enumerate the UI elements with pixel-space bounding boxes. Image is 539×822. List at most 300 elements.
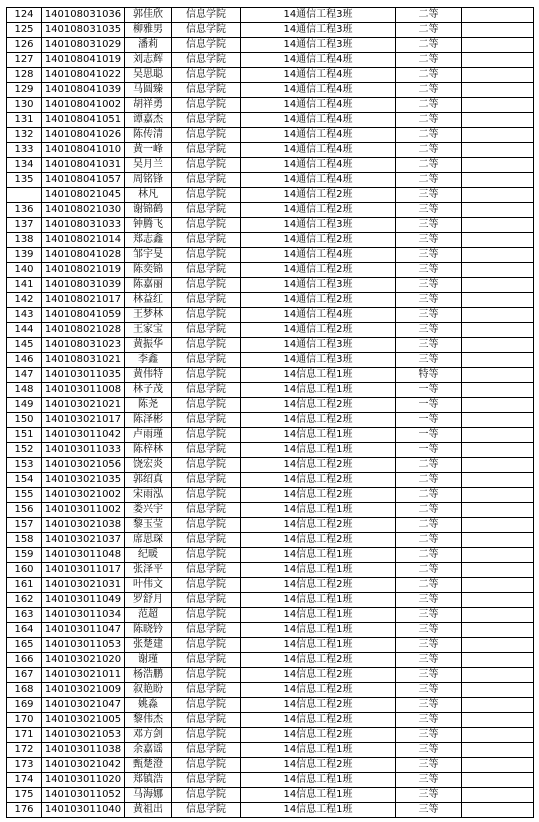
row-number-cell: 135 — [7, 173, 42, 188]
row-number-cell: 138 — [7, 233, 42, 248]
empty-cell — [462, 728, 534, 743]
table-row — [7, 503, 534, 518]
student-name-cell: 饶宏炎 — [125, 458, 172, 473]
row-number-cell: 140 — [7, 263, 42, 278]
award-level-cell: 二等 — [396, 98, 462, 113]
row-number-cell: 137 — [7, 218, 42, 233]
department-cell: 信息学院 — [172, 158, 241, 173]
row-number-cell: 124 — [7, 8, 42, 23]
table-row — [7, 668, 534, 683]
row-number-cell: 159 — [7, 548, 42, 563]
class-cell: 14通信工程4班 — [241, 113, 396, 128]
student-name-cell: 黄一峰 — [125, 143, 172, 158]
award-level-cell: 二等 — [396, 53, 462, 68]
empty-cell — [462, 38, 534, 53]
department-cell: 信息学院 — [172, 323, 241, 338]
class-cell: 14通信工程3班 — [241, 8, 396, 23]
award-level-cell: 二等 — [396, 548, 462, 563]
student-id-cell: 140103011035 — [42, 368, 125, 383]
department-cell: 信息学院 — [172, 248, 241, 263]
student-id-cell: 140108041022 — [42, 68, 125, 83]
row-number-cell: 128 — [7, 68, 42, 83]
table-row — [7, 623, 534, 638]
student-id-cell: 140108031036 — [42, 8, 125, 23]
award-level-cell: 三等 — [396, 773, 462, 788]
class-cell: 14信息工程1班 — [241, 788, 396, 803]
student-name-cell: 柳雅男 — [125, 23, 172, 38]
row-number-cell: 161 — [7, 578, 42, 593]
department-cell: 信息学院 — [172, 38, 241, 53]
student-name-cell: 余嘉谣 — [125, 743, 172, 758]
empty-cell — [462, 743, 534, 758]
row-number-cell: 148 — [7, 383, 42, 398]
student-id-cell: 140103021047 — [42, 698, 125, 713]
award-level-cell: 三等 — [396, 593, 462, 608]
student-name-cell: 邹宇旻 — [125, 248, 172, 263]
row-number-cell: 130 — [7, 98, 42, 113]
department-cell: 信息学院 — [172, 488, 241, 503]
table-row — [7, 68, 534, 83]
department-cell: 信息学院 — [172, 503, 241, 518]
class-cell: 14信息工程2班 — [241, 578, 396, 593]
table-row — [7, 413, 534, 428]
row-number-cell: 164 — [7, 623, 42, 638]
row-number-cell: 149 — [7, 398, 42, 413]
empty-cell — [462, 503, 534, 518]
table-row — [7, 278, 534, 293]
table-row — [7, 113, 534, 128]
table-row — [7, 713, 534, 728]
row-number-cell: 170 — [7, 713, 42, 728]
department-cell: 信息学院 — [172, 563, 241, 578]
class-cell: 14信息工程2班 — [241, 728, 396, 743]
student-id-cell: 140103021017 — [42, 413, 125, 428]
student-name-cell: 陈奕锦 — [125, 263, 172, 278]
empty-cell — [462, 758, 534, 773]
department-cell: 信息学院 — [172, 518, 241, 533]
table-row — [7, 788, 534, 803]
award-level-cell: 三等 — [396, 788, 462, 803]
row-number-cell: 166 — [7, 653, 42, 668]
department-cell: 信息学院 — [172, 458, 241, 473]
table-row — [7, 773, 534, 788]
class-cell: 14信息工程1班 — [241, 383, 396, 398]
student-name-cell: 张楚建 — [125, 638, 172, 653]
row-number-cell: 126 — [7, 38, 42, 53]
class-cell: 14通信工程3班 — [241, 218, 396, 233]
award-level-cell: 三等 — [396, 218, 462, 233]
row-number-cell: 144 — [7, 323, 42, 338]
student-name-cell: 吴思聪 — [125, 68, 172, 83]
class-cell: 14信息工程2班 — [241, 413, 396, 428]
table-row — [7, 803, 534, 818]
empty-cell — [462, 683, 534, 698]
student-name-cell: 郑志鑫 — [125, 233, 172, 248]
class-cell: 14通信工程3班 — [241, 353, 396, 368]
department-cell: 信息学院 — [172, 533, 241, 548]
student-id-cell: 140108041059 — [42, 308, 125, 323]
row-number-cell: 132 — [7, 128, 42, 143]
department-cell: 信息学院 — [172, 443, 241, 458]
student-name-cell: 郑镇浩 — [125, 773, 172, 788]
table-row — [7, 38, 534, 53]
table-row — [7, 698, 534, 713]
department-cell: 信息学院 — [172, 113, 241, 128]
student-name-cell: 陈晓钤 — [125, 623, 172, 638]
student-id-cell: 140108021028 — [42, 323, 125, 338]
student-name-cell: 郭佳欣 — [125, 8, 172, 23]
department-cell: 信息学院 — [172, 218, 241, 233]
department-cell: 信息学院 — [172, 8, 241, 23]
student-name-cell: 林凡 — [125, 188, 172, 203]
award-level-cell: 二等 — [396, 473, 462, 488]
student-name-cell: 黎玉莹 — [125, 518, 172, 533]
class-cell: 14信息工程2班 — [241, 473, 396, 488]
row-number-cell: 174 — [7, 773, 42, 788]
award-level-cell: 二等 — [396, 38, 462, 53]
department-cell: 信息学院 — [172, 743, 241, 758]
student-id-cell: 140103021031 — [42, 578, 125, 593]
department-cell: 信息学院 — [172, 293, 241, 308]
table-row — [7, 443, 534, 458]
row-number-cell: 125 — [7, 23, 42, 38]
row-number-cell: 146 — [7, 353, 42, 368]
row-number-cell: 153 — [7, 458, 42, 473]
student-id-cell: 140103021009 — [42, 683, 125, 698]
student-id-cell: 140103021042 — [42, 758, 125, 773]
row-number-cell: 169 — [7, 698, 42, 713]
department-cell: 信息学院 — [172, 593, 241, 608]
empty-cell — [462, 8, 534, 23]
award-level-cell: 一等 — [396, 443, 462, 458]
row-number-cell: 131 — [7, 113, 42, 128]
student-id-cell: 140108041051 — [42, 113, 125, 128]
row-number-cell: 139 — [7, 248, 42, 263]
award-level-cell: 特等 — [396, 368, 462, 383]
award-level-cell: 三等 — [396, 278, 462, 293]
award-level-cell: 三等 — [396, 338, 462, 353]
class-cell: 14信息工程1班 — [241, 548, 396, 563]
table-row — [7, 518, 534, 533]
department-cell: 信息学院 — [172, 278, 241, 293]
department-cell: 信息学院 — [172, 728, 241, 743]
row-number-cell: 143 — [7, 308, 42, 323]
award-level-cell: 二等 — [396, 458, 462, 473]
department-cell: 信息学院 — [172, 368, 241, 383]
student-id-cell: 140103021038 — [42, 518, 125, 533]
department-cell: 信息学院 — [172, 653, 241, 668]
department-cell: 信息学院 — [172, 173, 241, 188]
empty-cell — [462, 413, 534, 428]
row-number-cell: 176 — [7, 803, 42, 818]
table-row — [7, 728, 534, 743]
row-number-cell — [7, 188, 42, 203]
award-level-cell: 三等 — [396, 743, 462, 758]
row-number-cell: 172 — [7, 743, 42, 758]
empty-cell — [462, 473, 534, 488]
row-number-cell: 167 — [7, 668, 42, 683]
table-row — [7, 338, 534, 353]
award-level-cell: 二等 — [396, 173, 462, 188]
class-cell: 14信息工程1班 — [241, 563, 396, 578]
student-name-cell: 张泽平 — [125, 563, 172, 578]
table-row — [7, 758, 534, 773]
class-cell: 14信息工程2班 — [241, 683, 396, 698]
class-cell: 14信息工程2班 — [241, 713, 396, 728]
empty-cell — [462, 188, 534, 203]
student-name-cell: 周铭锋 — [125, 173, 172, 188]
department-cell: 信息学院 — [172, 788, 241, 803]
student-id-cell: 140108041039 — [42, 83, 125, 98]
student-id-cell: 140103011033 — [42, 443, 125, 458]
row-number-cell: 154 — [7, 473, 42, 488]
student-id-cell: 140103011053 — [42, 638, 125, 653]
award-level-cell: 二等 — [396, 128, 462, 143]
student-id-cell: 140108021045 — [42, 188, 125, 203]
student-id-cell: 140108041028 — [42, 248, 125, 263]
table-row — [7, 578, 534, 593]
department-cell: 信息学院 — [172, 773, 241, 788]
class-cell: 14通信工程4班 — [241, 248, 396, 263]
class-cell: 14信息工程1班 — [241, 368, 396, 383]
table-row — [7, 158, 534, 173]
row-number-cell: 134 — [7, 158, 42, 173]
department-cell: 信息学院 — [172, 698, 241, 713]
department-cell: 信息学院 — [172, 638, 241, 653]
student-name-cell: 钟腾飞 — [125, 218, 172, 233]
table-row — [7, 98, 534, 113]
class-cell: 14通信工程2班 — [241, 293, 396, 308]
table-row — [7, 218, 534, 233]
empty-cell — [462, 803, 534, 818]
award-level-cell: 二等 — [396, 23, 462, 38]
award-level-cell: 三等 — [396, 263, 462, 278]
student-name-cell: 陈嘉丽 — [125, 278, 172, 293]
award-level-cell: 一等 — [396, 428, 462, 443]
student-name-cell: 郭绍真 — [125, 473, 172, 488]
empty-cell — [462, 623, 534, 638]
table-row — [7, 533, 534, 548]
empty-cell — [462, 98, 534, 113]
student-id-cell: 140103021035 — [42, 473, 125, 488]
award-level-cell: 三等 — [396, 728, 462, 743]
class-cell: 14信息工程1班 — [241, 428, 396, 443]
row-number-cell: 165 — [7, 638, 42, 653]
row-number-cell: 150 — [7, 413, 42, 428]
award-level-cell: 三等 — [396, 758, 462, 773]
empty-cell — [462, 308, 534, 323]
student-id-cell: 140103011002 — [42, 503, 125, 518]
table-row — [7, 743, 534, 758]
table-row — [7, 8, 534, 23]
student-name-cell: 叶伟文 — [125, 578, 172, 593]
empty-cell — [462, 23, 534, 38]
department-cell: 信息学院 — [172, 308, 241, 323]
student-name-cell: 黎伟杰 — [125, 713, 172, 728]
department-cell: 信息学院 — [172, 608, 241, 623]
department-cell: 信息学院 — [172, 188, 241, 203]
table-row — [7, 233, 534, 248]
student-id-cell: 140108041026 — [42, 128, 125, 143]
department-cell: 信息学院 — [172, 233, 241, 248]
empty-cell — [462, 53, 534, 68]
row-number-cell: 151 — [7, 428, 42, 443]
student-name-cell: 黄祖出 — [125, 803, 172, 818]
department-cell: 信息学院 — [172, 68, 241, 83]
class-cell: 14信息工程1班 — [241, 803, 396, 818]
row-number-cell: 158 — [7, 533, 42, 548]
student-id-cell: 140108041010 — [42, 143, 125, 158]
empty-cell — [462, 218, 534, 233]
empty-cell — [462, 128, 534, 143]
row-number-cell: 160 — [7, 563, 42, 578]
table-row — [7, 563, 534, 578]
department-cell: 信息学院 — [172, 548, 241, 563]
empty-cell — [462, 368, 534, 383]
class-cell: 14通信工程3班 — [241, 23, 396, 38]
class-cell: 14信息工程1班 — [241, 638, 396, 653]
table-row — [7, 428, 534, 443]
row-number-cell: 142 — [7, 293, 42, 308]
empty-cell — [462, 353, 534, 368]
class-cell: 14通信工程4班 — [241, 308, 396, 323]
student-name-cell: 邓方剑 — [125, 728, 172, 743]
table-row — [7, 653, 534, 668]
student-id-cell: 140103011042 — [42, 428, 125, 443]
student-name-cell: 潘莉 — [125, 38, 172, 53]
student-id-cell: 140103021056 — [42, 458, 125, 473]
table-row — [7, 368, 534, 383]
student-id-cell: 140108031039 — [42, 278, 125, 293]
student-id-cell: 140103021021 — [42, 398, 125, 413]
student-name-cell: 林子茂 — [125, 383, 172, 398]
row-number-cell: 133 — [7, 143, 42, 158]
row-number-cell: 152 — [7, 443, 42, 458]
award-level-cell: 三等 — [396, 653, 462, 668]
empty-cell — [462, 383, 534, 398]
award-level-cell: 三等 — [396, 323, 462, 338]
department-cell: 信息学院 — [172, 83, 241, 98]
table-row — [7, 53, 534, 68]
empty-cell — [462, 698, 534, 713]
row-number-cell: 141 — [7, 278, 42, 293]
empty-cell — [462, 548, 534, 563]
row-number-cell: 136 — [7, 203, 42, 218]
class-cell: 14信息工程1班 — [241, 503, 396, 518]
empty-cell — [462, 533, 534, 548]
empty-cell — [462, 338, 534, 353]
class-cell: 14通信工程2班 — [241, 203, 396, 218]
student-name-cell: 马圆臻 — [125, 83, 172, 98]
student-name-cell: 吴月兰 — [125, 158, 172, 173]
department-cell: 信息学院 — [172, 623, 241, 638]
row-number-cell: 162 — [7, 593, 42, 608]
table-row — [7, 128, 534, 143]
student-name-cell: 宋雨泓 — [125, 488, 172, 503]
row-number-cell: 145 — [7, 338, 42, 353]
award-level-cell: 二等 — [396, 503, 462, 518]
empty-cell — [462, 563, 534, 578]
student-id-cell: 140108021019 — [42, 263, 125, 278]
award-level-cell: 三等 — [396, 248, 462, 263]
empty-cell — [462, 578, 534, 593]
class-cell: 14信息工程2班 — [241, 518, 396, 533]
award-level-cell: 三等 — [396, 683, 462, 698]
table-row — [7, 188, 534, 203]
student-id-cell: 140108041019 — [42, 53, 125, 68]
empty-cell — [462, 278, 534, 293]
row-number-cell: 175 — [7, 788, 42, 803]
class-cell: 14信息工程2班 — [241, 668, 396, 683]
award-level-cell: 三等 — [396, 353, 462, 368]
award-level-cell: 二等 — [396, 578, 462, 593]
award-level-cell: 二等 — [396, 83, 462, 98]
award-level-cell: 一等 — [396, 383, 462, 398]
class-cell: 14通信工程3班 — [241, 278, 396, 293]
student-name-cell: 罗舒月 — [125, 593, 172, 608]
empty-cell — [462, 233, 534, 248]
award-level-cell: 三等 — [396, 308, 462, 323]
award-level-cell: 二等 — [396, 8, 462, 23]
department-cell: 信息学院 — [172, 578, 241, 593]
empty-cell — [462, 173, 534, 188]
table-row — [7, 488, 534, 503]
student-name-cell: 谭嘉杰 — [125, 113, 172, 128]
department-cell: 信息学院 — [172, 338, 241, 353]
student-id-cell: 140103011048 — [42, 548, 125, 563]
student-id-cell: 140103021053 — [42, 728, 125, 743]
award-level-cell: 三等 — [396, 608, 462, 623]
class-cell: 14信息工程1班 — [241, 743, 396, 758]
empty-cell — [462, 203, 534, 218]
department-cell: 信息学院 — [172, 413, 241, 428]
empty-cell — [462, 248, 534, 263]
table-row — [7, 608, 534, 623]
award-level-cell: 二等 — [396, 518, 462, 533]
department-cell: 信息学院 — [172, 428, 241, 443]
class-cell: 14通信工程2班 — [241, 323, 396, 338]
empty-cell — [462, 518, 534, 533]
student-id-cell: 140108021014 — [42, 233, 125, 248]
award-level-cell: 三等 — [396, 188, 462, 203]
class-cell: 14信息工程1班 — [241, 608, 396, 623]
table-row — [7, 23, 534, 38]
award-level-cell: 二等 — [396, 533, 462, 548]
student-name-cell: 黄振华 — [125, 338, 172, 353]
table-row — [7, 83, 534, 98]
class-cell: 14通信工程3班 — [241, 338, 396, 353]
student-name-cell: 谢瑾 — [125, 653, 172, 668]
student-id-cell: 140103011038 — [42, 743, 125, 758]
department-cell: 信息学院 — [172, 53, 241, 68]
student-name-cell: 林益红 — [125, 293, 172, 308]
class-cell: 14通信工程4班 — [241, 128, 396, 143]
class-cell: 14信息工程2班 — [241, 653, 396, 668]
table-row — [7, 293, 534, 308]
class-cell: 14信息工程2班 — [241, 398, 396, 413]
table-row — [7, 683, 534, 698]
department-cell: 信息学院 — [172, 203, 241, 218]
student-name-cell: 陈尧 — [125, 398, 172, 413]
award-level-cell: 一等 — [396, 398, 462, 413]
class-cell: 14信息工程1班 — [241, 443, 396, 458]
row-number-cell: 173 — [7, 758, 42, 773]
class-cell: 14信息工程2班 — [241, 533, 396, 548]
row-number-cell: 155 — [7, 488, 42, 503]
table-row — [7, 248, 534, 263]
award-level-cell: 二等 — [396, 143, 462, 158]
award-level-cell: 二等 — [396, 113, 462, 128]
